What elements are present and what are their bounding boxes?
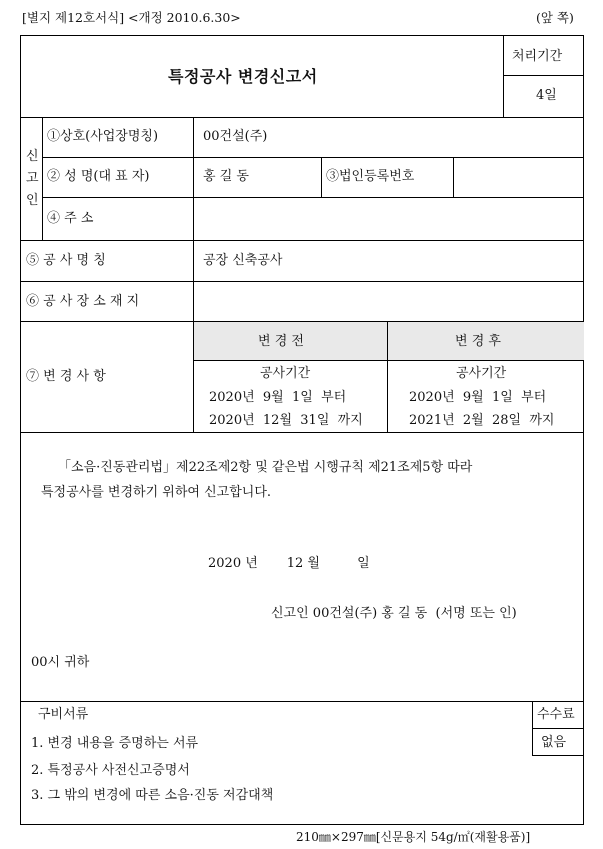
form-title: 특정공사 변경신고서 <box>168 67 318 86</box>
project-name-label: ⑤ 공 사 명 칭 <box>26 253 106 268</box>
project-name-field[interactable]: 공장 신축공사 <box>203 253 283 268</box>
site-location-label: ⑥ 공 사 장 소 재 지 <box>26 294 140 309</box>
before-period-label: 공사기간 <box>260 366 311 381</box>
before-change-header: 변 경 전 <box>258 334 304 349</box>
changes-label: ⑦ 변 경 사 항 <box>26 369 106 384</box>
company-name-label: ①상호(사업장명칭) <box>47 129 159 144</box>
declaration-date[interactable]: 2020 년 12 월 일 <box>208 556 370 571</box>
after-change-header: 변 경 후 <box>455 334 501 349</box>
after-period-start[interactable]: 2020년 9월 1일 부터 <box>409 390 547 405</box>
processing-period-value: 4일 <box>536 88 557 103</box>
required-documents-title: 구비서류 <box>38 707 89 722</box>
required-document-item: 2. 특정공사 사전신고증명서 <box>31 763 190 778</box>
representative-name-label: ② 성 명(대 표 자) <box>47 169 150 184</box>
address-label: ④ 주 소 <box>47 211 94 226</box>
fee-label: 수수료 <box>537 707 575 722</box>
fee-value: 없음 <box>541 735 567 750</box>
reporter-label-char-1: 신 <box>26 149 39 164</box>
before-period-end[interactable]: 2020년 12월 31일 까지 <box>209 413 363 428</box>
after-period-end[interactable]: 2021년 2월 28일 까지 <box>409 413 555 428</box>
representative-name-field[interactable]: 홍 길 동 <box>203 169 249 184</box>
form-frame <box>20 35 584 825</box>
processing-period-label: 처리기간 <box>512 49 563 64</box>
reporter-label-char-3: 인 <box>26 193 39 208</box>
before-period-start[interactable]: 2020년 9월 1일 부터 <box>209 390 347 405</box>
paper-spec-footer: 210㎜×297㎜[신문용지 54g/㎡(재활용품)] <box>296 830 531 844</box>
company-name-field[interactable]: 00건설(주) <box>203 129 268 144</box>
reporter-signature[interactable]: 신고인 00건설(주) 홍 길 동 (서명 또는 인) <box>271 606 517 621</box>
required-document-item: 1. 변경 내용을 증명하는 서류 <box>31 736 199 751</box>
page-side-label: (앞 쪽) <box>536 10 574 25</box>
form-number: [별지 제12호서식] <개정 2010.6.30> <box>22 10 241 25</box>
required-document-item: 3. 그 밖의 변경에 따른 소음·진동 저감대책 <box>31 788 274 803</box>
after-period-label: 공사기간 <box>456 366 507 381</box>
addressee: 00시 귀하 <box>31 655 90 670</box>
declaration-text-line-2: 특정공사를 변경하기 위하여 신고합니다. <box>41 485 272 500</box>
corp-reg-number-label: ③법인등록번호 <box>326 169 415 184</box>
reporter-label-char-2: 고 <box>26 171 39 186</box>
declaration-text-line-1: 「소음·진동관리법」제22조제2항 및 같은법 시행규칙 제21조제5항 따라 <box>58 460 473 475</box>
